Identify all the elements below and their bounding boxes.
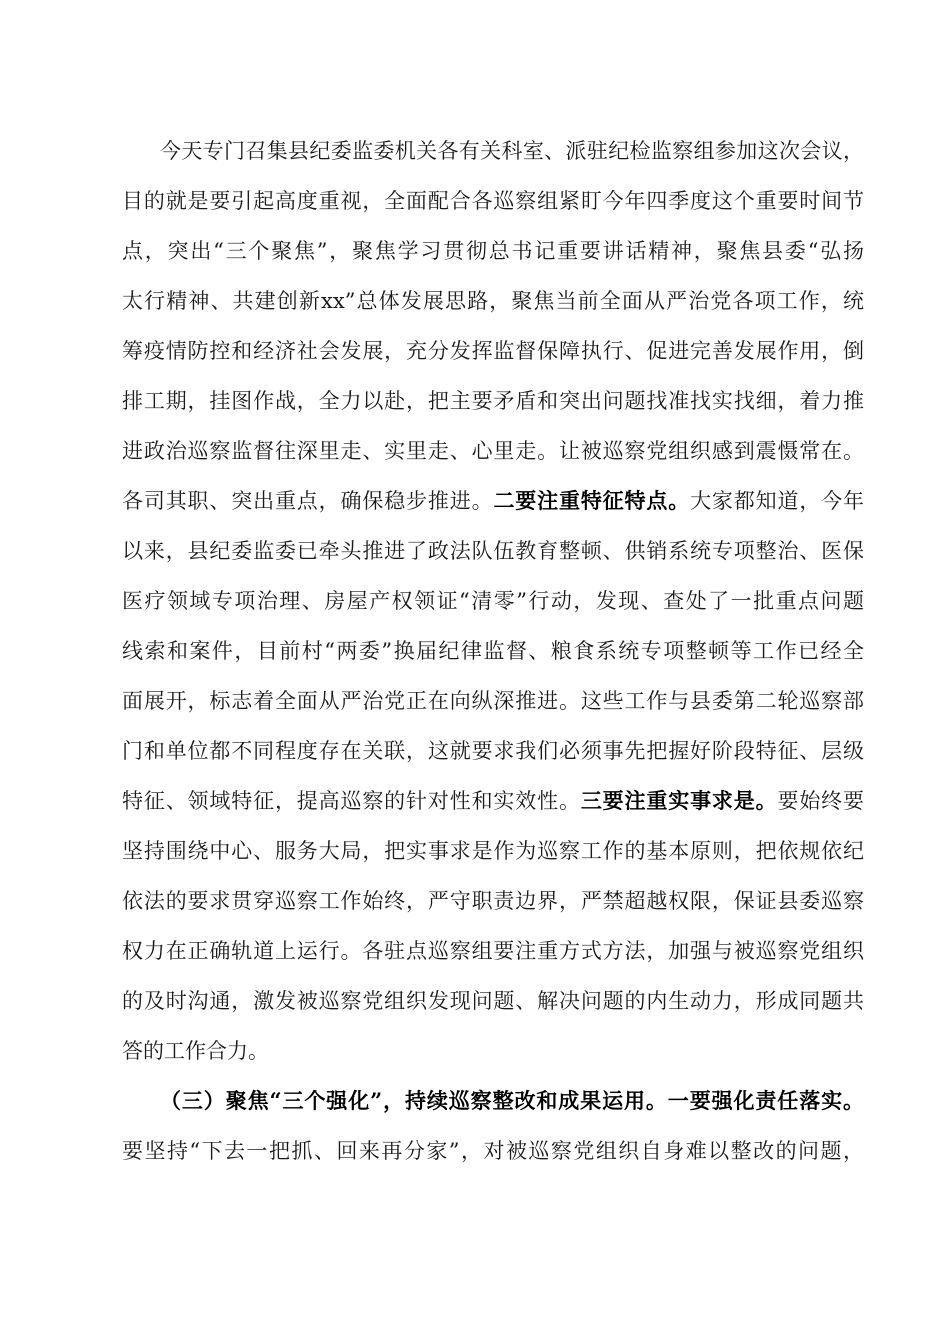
text-segment: 大家都知道，今年	[690, 489, 864, 513]
text-segment: 坚持围绕中心、服务大局，把实事求是作为巡察工作的基本原则，把依规依纪	[122, 839, 864, 863]
bold-heading-segment: （三）聚焦“三个强化”，持续巡察整改和成果运用。一要强化责任落实。	[160, 1088, 864, 1113]
text-segment: 进政治巡察监督往深里走、实里走、心里走。让被巡察党组织感到震慑常在。	[122, 439, 864, 463]
text-line-14	[122, 776, 864, 826]
text-line-13	[122, 726, 864, 776]
text-segment: 线索和案件，目前村“两委”换届纪律监督、粮食系统专项整顿等工作已经全	[122, 639, 864, 663]
text-segment: 排工期，挂图作战，全力以赴，把主要矛盾和突出问题找准找实找细，着力推	[122, 389, 864, 413]
text-line-21	[122, 1126, 864, 1176]
text-segment: 特征、领域特征，提高巡察的针对性和实效性。	[122, 789, 581, 813]
text-segment: 门和单位都不同程度存在关联，这就要求我们必须事先把握好阶段特征、层级	[122, 739, 864, 763]
text-line-9	[122, 526, 864, 576]
bold-heading-segment: 三要注重实事求是。	[580, 788, 778, 813]
text-line-7	[122, 426, 864, 476]
text-segment: 依法的要求贯穿巡察工作始终，严守职责边界，严禁超越权限，保证县委巡察	[122, 889, 864, 913]
text-line-4	[122, 276, 864, 326]
text-segment: 目的就是要引起高度重视，全面配合各巡察组紧盯今年四季度这个重要时间节	[122, 189, 864, 213]
bold-heading-segment: 二要注重特征特点。	[493, 488, 691, 513]
text-line-16	[122, 876, 864, 926]
text-segment: 要始终要	[777, 789, 864, 813]
text-segment: 面展开，标志着全面从严治党正在向纵深推进。这些工作与县委第二轮巡察部	[122, 689, 864, 713]
text-segment: 太行精神、共建创新xx”总体发展思路，聚焦当前全面从严治党各项工作，统	[122, 289, 864, 313]
text-line-11	[122, 626, 864, 676]
text-line-10	[122, 576, 864, 626]
text-segment: 各司其职、突出重点，确保稳步推进。	[122, 489, 494, 513]
text-line-8	[122, 476, 864, 526]
text-line-3	[122, 226, 864, 276]
text-line-17	[122, 926, 864, 976]
text-line-2	[122, 176, 864, 226]
text-line-1	[122, 126, 864, 176]
text-segment: 权力在正确轨道上运行。各驻点巡察组要注重方式方法，加强与被巡察党组织	[122, 939, 864, 963]
text-segment: 答的工作合力。	[122, 1039, 269, 1063]
text-segment: 筹疫情防控和经济社会发展，充分发挥监督保障执行、促进完善发展作用，倒	[122, 339, 864, 363]
text-line-12	[122, 676, 864, 726]
text-segment: 点，突出“三个聚焦”，聚焦学习贯彻总书记重要讲话精神，聚焦县委“弘扬	[122, 239, 864, 263]
text-segment: 以来，县纪委监委已牵头推进了政法队伍教育整顿、供销系统专项整治、医保	[122, 539, 864, 563]
text-segment: 今天专门召集县纪委监委机关各有关科室、派驻纪检监察组参加这次会议，	[160, 139, 864, 163]
text-line-19	[122, 1026, 864, 1076]
text-segment: 医疗领域专项治理、房屋产权领证“清零”行动，发现、查处了一批重点问题	[122, 589, 864, 613]
text-line-15	[122, 826, 864, 876]
text-line-18	[122, 976, 864, 1026]
section-heading-line	[122, 1076, 864, 1126]
text-line-5	[122, 326, 864, 376]
text-line-6	[122, 376, 864, 426]
text-segment: 要坚持“下去一把抓、回来再分家”，对被巡察党组织自身难以整改的问题，	[122, 1139, 864, 1163]
text-segment: 的及时沟通，激发被巡察党组织发现问题、解决问题的内生动力，形成同题共	[122, 989, 864, 1013]
